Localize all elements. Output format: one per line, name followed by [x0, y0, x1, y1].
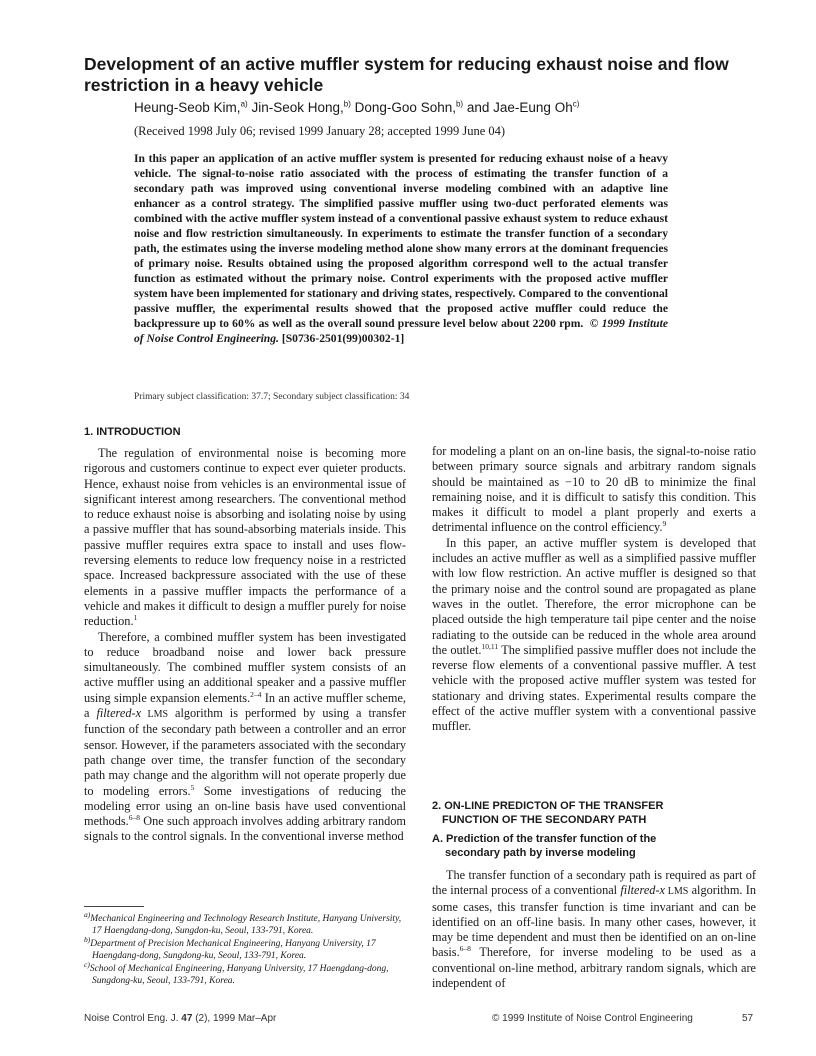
- citation: 9: [662, 519, 667, 529]
- author-list: [134, 100, 754, 115]
- section-heading-introduction: 1. INTRODUCTION: [84, 426, 181, 438]
- paragraph: for modeling a plant on an on-line basis, the signal-to-noise ratio between primary source signals and arbitrary random signals should be maintained as −10 to 20 dB to minimize the final remaining noise, and it is difficult to satisfy this condition. This makes it difficult to model a plant properly and exerts a detrimental influence on the control efficiency.$^9$: [432, 444, 756, 535]
- citation: 10,11: [481, 641, 499, 651]
- citation: 5: [190, 782, 195, 792]
- citation: 6–8: [128, 813, 140, 823]
- page-number: 57: [742, 1013, 754, 1024]
- subject-classification: Primary subject classification: 37.7; Secondary subject classification: 34: [134, 392, 410, 402]
- paragraph: In this paper, an active muffler system is developed that includes an active muffler as well as a simplified passive muffler with low flow restriction. An active muffler is designed so that the primary noise and the control sound are propagated as plane waves in the outlet. Therefore, the error microphone can be placed outside the high temperature tail pipe center and the noise radiating to the outside can be reduced in the whole area around the outlet.$^{10,11}$ The simplified passive muffler does not include the reverse flow elements of a conventional passive muffler. A test vehicle with the proposed active muffler system was tested for stationary and driving states. Experimental results compare the effect of the active muffler system with a conventional passive muffler.: [432, 535, 756, 734]
- abstract: [134, 151, 668, 346]
- right-column: [432, 444, 756, 735]
- abstract-code: [S0736-2501(99)00302-1]: [281, 332, 405, 345]
- received-dates: (Received 1998 July 06; revised 1999 January 28; accepted 1999 June 04): [134, 124, 506, 138]
- abstract-text: In this paper an application of an active muffler system is presented for reducing exhaust noise of a heavy vehicle. The signal-to-noise ratio associated with the process of estimating the transfer function of a secondary path was improved using conventional inverse modeling combined with an adaptive line enhancer as a control strategy. The simplified passive muffler using two-duct perforated elements was combined with the active muffler system instead of a conventional passive exhaust system to reduce exhaust noise and flow restriction simultaneously. In experiments to estimate the transfer function of a secondary path, the estimates using the inverse modeling method alone show many errors at the dominant frequencies of primary noise. Results obtained using the proposed algorithm correspond well to the actual transfer function as estimated without the primary noise. Control experiments with the proposed active muffler system have been implemented for stationary and driving states, respectively. Compared to the conventional passive muffler, the experimental results showed that the proposed active muffler could reduce the backpressure up to 60% as well as the overall sound pressure level below about 2200 rpm.: [134, 152, 668, 330]
- footer-journal: Noise Control Eng. J. 47 (2), 1999 Mar–Apr: [84, 1013, 277, 1024]
- citation: 2–4: [250, 689, 262, 699]
- section-heading-online-prediction: 2. ON-LINE PREDICTON OF THE TRANSFER FUNCTION OF THE SECONDARY PATH: [432, 800, 664, 826]
- footnote: $^{c)}$School of Mechanical Engineering, Hanyang University, 17 Haengdang-dong, Sungdong-ku, Seoul, 133-791, Korea.: [84, 959, 389, 987]
- paragraph: Therefore, a combined muffler system has been investigated to reduce broadband noise and lower back pressure simultaneously. The combined muffler system consists of an active muffler using an additional speaker and a passive muffler using simple expansion elements.$^{2-4}$ In an active muffler scheme, a filtered-x LMS algorithm is performed by using a transfer function of the secondary path between a controller and an error sensor. However, if the parameters associated with the secondary path change over time, the transfer function of the secondary path may change and the algorithm will not operate properly due to modeling errors.$^5$ Some investigations of reducing the modeling error using an on-line basis have used conventional methods.$^{6-8}$ One such approach involves adding arbitrary random signals to the control signals. In the conventional inverse method: [84, 629, 407, 844]
- footnote-divider: [84, 906, 144, 907]
- author-name: Heung-Seob Kim,: [134, 100, 241, 115]
- citation: 6–8: [459, 944, 471, 954]
- author-name: Jin-Seok Hong,: [251, 100, 344, 115]
- footnote: $^{a)}$Mechanical Engineering and Technology Research Institute, Hanyang University, 17 Haengdang-dong, Sungdon-ku, Seoul, 133-791, Korea.: [84, 909, 402, 937]
- citation: 1: [133, 613, 138, 623]
- footnote: $^{b)}$Department of Precision Mechanical Engineering, Hanyang University, 17 Haengdang-dong, Sungdong-ku, Seoul, 133-791, Korea.: [84, 934, 376, 962]
- paragraph: The transfer function of a secondary path is required as part of the internal process of a conventional filtered-x LMS algorithm. In some cases, this transfer function is time invariant and can be identified on an off-line basis. In many other cases, however, it may be time dependent and must then be identified on an on-line basis.$^{6-8}$ Therefore, for inverse modeling to be used as a conventional on-line method, arbitrary random signals, which are independent of: [432, 868, 756, 991]
- author-affiliation-mark: b): [455, 99, 464, 109]
- footnotes: [84, 909, 406, 987]
- abstract-copyright: © 1999 Institute of Noise Control Engineering.: [134, 317, 668, 345]
- subsection-heading-inverse-modeling: A. Prediction of the transfer function of the secondary path by inverse modeling: [432, 833, 657, 859]
- left-column: [84, 446, 406, 845]
- footer-copyright: © 1999 Institute of Noise Control Engineering: [492, 1013, 693, 1024]
- author-affiliation-mark: a): [240, 99, 248, 109]
- right-column-section2: [432, 868, 756, 991]
- paper-title: Development of an active muffler system for reducing exhaust noise and flow restriction in a heavy vehicle: [84, 54, 729, 95]
- author-affiliation-mark: c): [572, 99, 580, 109]
- paragraph: The regulation of environmental noise is becoming more rigorous and customers continue to expect ever quieter products. Hence, exhaust noise from vehicles is an environmental issue of significant interest among researchers. The conventional method to reduce exhaust noise is absorbing and isolating noise by using a passive muffler that has sound-absorbing materials inside. This passive muffler requires extra space to install and uses flow-reversing elements to reduce low frequency noise in a restricted space. Increased backpressure associated with the use of these elements in a passive muffler impacts the performance of a vehicle and makes it difficult to design a muffler purely for noise reduction.$^1$: [84, 446, 406, 629]
- author-name: and Jae-Eung Oh: [466, 100, 573, 115]
- author-name: Dong-Goo Sohn,: [354, 100, 456, 115]
- author-affiliation-mark: b): [343, 99, 351, 109]
